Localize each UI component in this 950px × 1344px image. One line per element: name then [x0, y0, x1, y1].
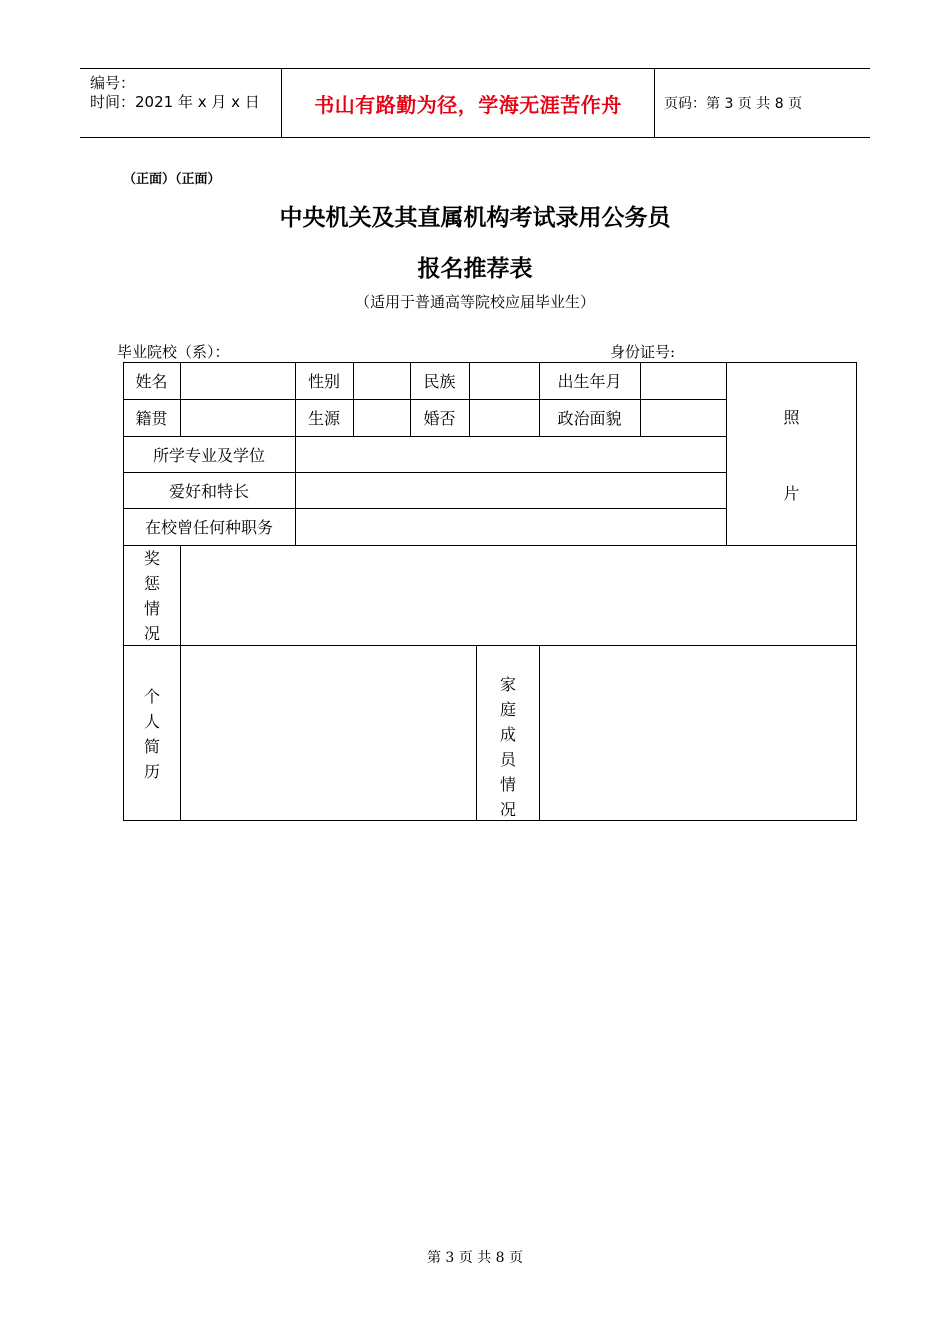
title-line-1: 中央机关及其直属机构考试录用公务员 [279, 204, 671, 231]
number-label: 编号： [90, 74, 136, 92]
label-family-char: 况 [499, 800, 516, 819]
label-marital: 婚否 [423, 409, 456, 428]
photo-label-2: 片 [783, 483, 800, 503]
title-line-2: 报名推荐表 [417, 255, 533, 282]
field-major-degree[interactable] [296, 437, 726, 472]
page-footer: 第 3 页 共 8 页 [426, 1250, 524, 1266]
label-family-char: 庭 [499, 700, 516, 719]
label-family-char: 家 [499, 675, 516, 694]
label-rewards [140, 546, 164, 646]
label-family-char: 情 [499, 775, 516, 794]
field-ethnicity[interactable] [470, 363, 539, 399]
field-origin[interactable] [354, 400, 410, 436]
rule-resume-right [476, 645, 477, 821]
label-gender: 性别 [307, 372, 340, 391]
motto: 书山有路勤为径，学海无涯苦作舟 [314, 92, 622, 117]
label-ethnicity: 民族 [423, 372, 456, 391]
field-name[interactable] [181, 363, 295, 399]
school-label: 毕业院校（系）： [117, 343, 230, 361]
photo-label-1: 照 [783, 407, 800, 427]
field-native-place[interactable] [181, 400, 295, 436]
subtitle: （适用于普通高等院校应届毕业生） [354, 293, 595, 311]
field-resume[interactable] [181, 646, 476, 820]
registration-form [123, 362, 857, 821]
id-number-label: 身份证号: [610, 343, 676, 361]
label-family [496, 672, 520, 822]
field-gender[interactable] [354, 363, 410, 399]
field-positions[interactable] [296, 509, 726, 545]
header-meta [80, 69, 281, 137]
label-resume [140, 684, 164, 784]
field-marital[interactable] [470, 400, 539, 436]
document-header [80, 68, 870, 138]
side-mark: （正面）（正面） [123, 172, 221, 187]
label-native-place: 籍贯 [135, 409, 168, 428]
label-positions: 在校曾任何种职务 [144, 518, 273, 537]
label-origin: 生源 [307, 409, 340, 428]
label-rewards-char: 奖 [143, 549, 160, 568]
label-birth: 出生年月 [557, 372, 622, 391]
field-birth[interactable] [641, 363, 726, 399]
field-rewards[interactable] [181, 546, 856, 645]
field-family[interactable] [540, 646, 856, 820]
label-political: 政治面貌 [557, 409, 622, 428]
label-major-degree: 所学专业及学位 [152, 445, 265, 465]
label-rewards-char: 惩 [143, 574, 160, 593]
photo-box[interactable] [727, 363, 856, 545]
label-rewards-char: 情 [143, 599, 160, 618]
time-label: 时间：2021 年 x 月 x 日 [90, 93, 260, 111]
field-political[interactable] [641, 400, 726, 436]
form-border-right [856, 362, 857, 821]
label-resume-char: 人 [143, 712, 160, 731]
page-info: 页码：第 3 页 共 8 页 [664, 96, 803, 112]
header-motto-cell [281, 69, 655, 137]
field-hobbies[interactable] [296, 473, 726, 508]
label-resume-char: 个 [143, 687, 160, 706]
label-family-char: 成 [499, 725, 516, 744]
label-family-char: 员 [499, 750, 516, 769]
label-resume-char: 简 [143, 737, 160, 756]
label-resume-char: 历 [143, 762, 160, 781]
header-page-cell [654, 69, 870, 137]
label-rewards-char: 况 [143, 624, 160, 643]
form-border-bottom [123, 820, 857, 821]
label-name: 姓名 [135, 372, 168, 391]
label-hobbies: 爱好和特长 [168, 481, 249, 501]
